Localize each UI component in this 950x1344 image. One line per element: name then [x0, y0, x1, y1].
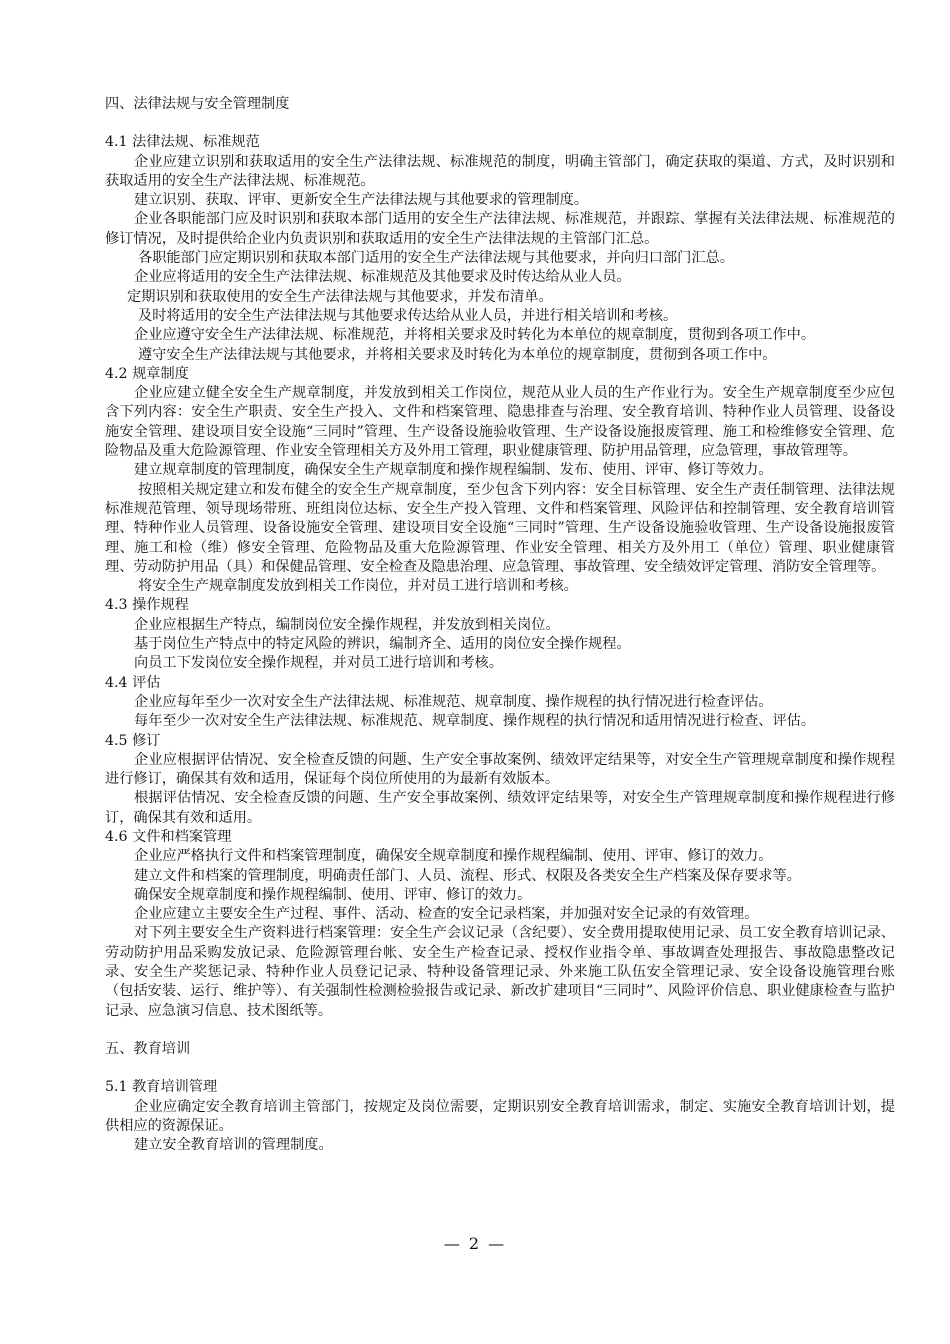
- paragraph: 建立安全教育培训的管理制度。: [134, 1137, 333, 1154]
- paragraph: 每年至少一次对安全生产法律法规、标准规范、规章制度、操作规程的执行情况和适用情况进行检查、评估。: [134, 713, 816, 730]
- subsection-4-6-heading: 4.6 文件和档案管理: [105, 828, 232, 845]
- paragraph: 根据评估情况、安全检查反馈的问题、生产安全事故案例、绩效评定结果等，对安全生产管理规章制度和操作规程进行修订，确保其有效和适用。: [105, 790, 895, 826]
- paragraph: 企业应根据评估情况、安全检查反馈的问题、生产安全事故案例、绩效评定结果等，对安全生产管理规章制度和操作规程进行修订，确保其有效和适用，保证每个岗位所使用的为最新有效版本。: [105, 751, 895, 788]
- section-4-title: 四、法律法规与安全管理制度: [105, 96, 290, 112]
- paragraph: 定期识别和获取使用的安全生产法律法规与其他要求，并发布清单。: [127, 288, 553, 305]
- page-number: — 2 —: [443, 1234, 507, 1253]
- document-body: [105, 95, 895, 1155]
- paragraph: 建立规章制度的管理制度，确保安全生产规章制度和操作规程编制、发布、使用、评审、修订等效力。: [134, 462, 773, 479]
- paragraph: 企业应将适用的安全生产法律法规、标准规范及其他要求及时传达给从业人员。: [134, 269, 631, 286]
- paragraph: 企业各职能部门应及时识别和获取本部门适用的安全生产法律法规、标准规范，并跟踪、掌握有关法律法规、标准规范的修订情况，及时提供给企业内负责识别和获取适用的安全生产法律法规的主管部门汇总。: [105, 211, 895, 247]
- paragraph: 企业应根据生产特点，编制岗位安全操作规程，并发放到相关岗位。: [134, 616, 560, 633]
- paragraph: 企业应严格执行文件和档案管理制度，确保安全规章制度和操作规程编制、使用、评审、修订的效力。: [134, 848, 773, 865]
- paragraph: 基于岗位生产特点中的特定风险的辨识，编制齐全、适用的岗位安全操作规程。: [134, 636, 631, 653]
- paragraph: 对下列主要安全生产资料进行档案管理：安全生产会议记录（含纪要）、安全费用提取使用记录、员工安全教育培训记录、劳动防护用品采购发放记录、危险源管理台帐、安全生产检查记录、授权作业指令单、事故调查处理报告、事故隐患整改记录、安全生产奖惩记录、特种作业人员登记记录、特种设备管理记录、外来施工队伍安全管理记录、安全设备设施管理台账（包括安装、运行、维护等）、有关强制性检测检验报告或记录、新改扩建项目“三同时”、风险评价信息、职业健康检查与监护记录、应急演习信息、技术图纸等。: [105, 925, 895, 1019]
- paragraph: 企业应建立健全安全生产规章制度，并发放到相关工作岗位，规范从业人员的生产作业行为。安全生产规章制度至少应包含下列内容：安全生产职责、安全生产投入、文件和档案管理、隐患排查与治理、安全教育培训、特种作业人员管理、设备设施安全管理、建设项目安全设施“三同时”管理、生产设备设施验收管理、生产设备设施报废管理、施工和检维修安全管理、危险物品及重大危险源管理、作业安全管理相关方及外用工管理，职业健康管理、防护用品管理，应急管理，事故管理等。: [105, 385, 895, 460]
- subsection-4-5-heading: 4.5 修订: [105, 732, 161, 749]
- paragraph: 及时将适用的安全生产法律法规与其他要求传达给从业人员，并进行相关培训和考核。: [138, 307, 678, 324]
- subsection-4-1-heading: 4.1 法律法规、标准规范: [105, 134, 260, 151]
- paragraph: 企业应建立识别和获取适用的安全生产法律法规、标准规范的制度，明确主管部门，确定获取的渠道、方式，及时识别和获取适用的安全生产法律法规、标准规范。: [105, 153, 895, 189]
- subsection-4-3-heading: 4.3 操作规程: [105, 597, 189, 614]
- paragraph: 向员工下发岗位安全操作规程，并对员工进行培训和考核。: [134, 655, 503, 672]
- subsection-4-2-heading: 4.2 规章制度: [105, 365, 189, 382]
- subsection-5-1-heading: 5.1 教育培训管理: [105, 1079, 218, 1096]
- paragraph: 企业应每年至少一次对安全生产法律法规、标准规范、规章制度、操作规程的执行情况进行检查评估。: [134, 693, 773, 710]
- paragraph: 按照相关规定建立和发布健全的安全生产规章制度，至少包含下列内容：安全目标管理、安全生产责任制管理、法律法规标准规范管理、领导现场带班、班组岗位达标、安全生产投入管理、文件和档案管理、风险评估和控制管理、安全教育培训管理、特种作业人员管理、设备设施安全管理、建设项目安全设施“三同时”管理、生产设备设施验收管理、生产设备设施报废管理、施工和检（维）修安全管理、危险物品及重大危险源管理、作业安全管理、相关方及外用工（单位）管理、职业健康管理、劳动防护用品（具）和保健品管理、安全检查及隐患治理、应急管理、事故管理、安全绩效评定管理、消防安全管理等。: [105, 481, 895, 575]
- section-5-title: 五、教育培训: [105, 1040, 191, 1057]
- paragraph: 企业应建立主要安全生产过程、事件、活动、检查的安全记录档案，并加强对安全记录的有效管理。: [134, 906, 759, 923]
- paragraph: 遵守安全生产法律法规与其他要求，并将相关要求及时转化为本单位的规章制度，贯彻到各项工作中。: [138, 346, 777, 363]
- paragraph: 建立识别、获取、评审、更新安全生产法律法规与其他要求的管理制度。: [134, 192, 589, 209]
- paragraph: 企业应遵守安全生产法律法规、标准规范，并将相关要求及时转化为本单位的规章制度，贯彻到各项工作中。: [134, 327, 816, 344]
- paragraph: 各职能部门应定期识别和获取本部门适用的安全生产法律法规与其他要求，并向归口部门汇总。: [138, 250, 734, 267]
- subsection-4-4-heading: 4.4 评估: [105, 674, 161, 691]
- paragraph: 建立文件和档案的管理制度，明确责任部门、人员、流程、形式、权限及各类安全生产档案及保存要求等。: [134, 867, 801, 884]
- paragraph: 企业应确定安全教育培训主管部门，按规定及岗位需要，定期识别安全教育培训需求，制定、实施安全教育培训计划，提供相应的资源保证。: [105, 1098, 895, 1134]
- paragraph: 确保安全规章制度和操作规程编制、使用、评审、修订的效力。: [134, 886, 532, 903]
- paragraph: 将安全生产规章制度发放到相关工作岗位，并对员工进行培训和考核。: [138, 578, 578, 595]
